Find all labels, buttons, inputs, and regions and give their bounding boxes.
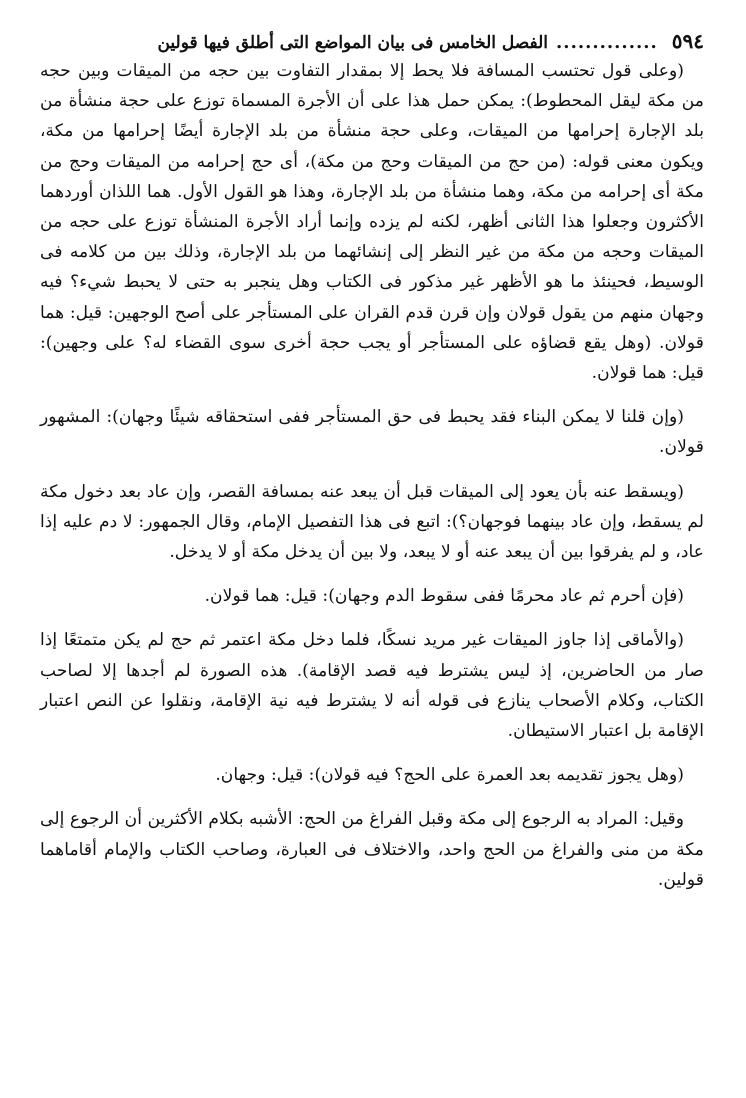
document-page bbox=[40, 28, 704, 1078]
paragraph-3: (ويسقط عنه بأن يعود إلى الميقات قبل أن يبعد عنه بمسافة القصر، وإن عاد بعد دخول مكة لم يسقط، وإن عاد بينهما فوجهان؟): اتبع فى هذا التفصيل الإمام، وقال الجمهور: لا دم عليه إذا عاد، و لم يفرقوا بين أن يبعد عنه أو لا يبعد، ولا بين أن يدخل مكة أو لا يدخل. bbox=[40, 481, 704, 563]
paragraph-1: (وعلى قول تحتسب المسافة فلا يحط إلا بمقدار التفاوت بين حجه من الميقات وبين حجه من مكة ليقل المحطوط): يمكن حمل هذا على أن الأجرة المسماة توزع على حجة منشأة من بلد الإجارة إحرامها من الميقات، وعلى حجة منشأة من بلد الإجارة أيضًا إحرامها من مكة، ويكون معنى قوله: (من حج من الميقات وحج من مكة)، أى حج إحرامه من الميقات وحج من مكة أى إحرامه من مكة، وهما منشأة من بلد الإجارة، وهذا هو القول الأول. هما اللذان أوردهما الأكثرون وجعلوا هذا الثانى أظهر، لكنه لم يزده وإنما أراد الأجرة المنشأة توزع على حجه من الميقات وحجه من مكة من غير النظر إلى إنشائهما من بلد الإجارة، وذلك بين من كلامه فى الوسيط، فحينئذ ما هو الأظهر غير مذكور فى الكتاب وهل ينجبر به حتى لا يحبط شيء؟ فيه وجهان منهم من يقول قولان وإن قرن قدم القران على المستأجر على أصح الوجهين: قيل: هما قولان. (وهل يقع قضاؤه على المستأجر أو يجب حجة أخرى سوى القضاء له؟ على وجهين): قيل: هما قولان. bbox=[40, 61, 704, 384]
body-text bbox=[40, 56, 704, 895]
paragraph-5: (والأماقى إذا جاوز الميقات غير مريد نسكًا، فلما دخل مكة اعتمر ثم حج لم يكن متمتعًا إذا صار من الحاضرين، إذ ليس يشترط فيه قصد الإقامة). هذه الصورة لم أجدها إلا لصاحب الكتاب، وكلام الأصحاب ينازع فى قوله أنه لا يشترط فيه نية الإقامة، ونقلوا عن النص اعتبار الإقامة بل اعتبار الاستيطان. bbox=[40, 630, 704, 742]
paragraph-6: (وهل يجوز تقديمه بعد العمرة على الحج؟ فيه قولان): قيل: وجهان. bbox=[215, 765, 684, 786]
page-number: ٥٩٤ bbox=[671, 29, 704, 53]
header-leader-dots: .............. bbox=[556, 32, 658, 53]
paragraph-4: (فإن أحرم ثم عاد محرمًا ففى سقوط الدم وجهان): قيل: هما قولان. bbox=[204, 586, 684, 607]
page-header bbox=[40, 28, 704, 56]
chapter-title: الفصل الخامس فى بيان المواضع التى أطلق فيها قولين bbox=[157, 33, 549, 53]
paragraph-7: وقيل: المراد به الرجوع إلى مكة وقبل الفراغ من الحج: الأشبه بكلام الأكثرين أن الرجوع إلى مكة من منى والفراغ من الحج واحد، والاختلاف فى العبارة، وصاحب الكتاب والإمام أقاماهما قولين. bbox=[40, 809, 704, 890]
paragraph-2: (وإن قلنا لا يمكن البناء فقد يحبط فى حق المستأجر ففى استحقاقه شيئًا وجهان): المشهور قولان. bbox=[40, 407, 704, 458]
